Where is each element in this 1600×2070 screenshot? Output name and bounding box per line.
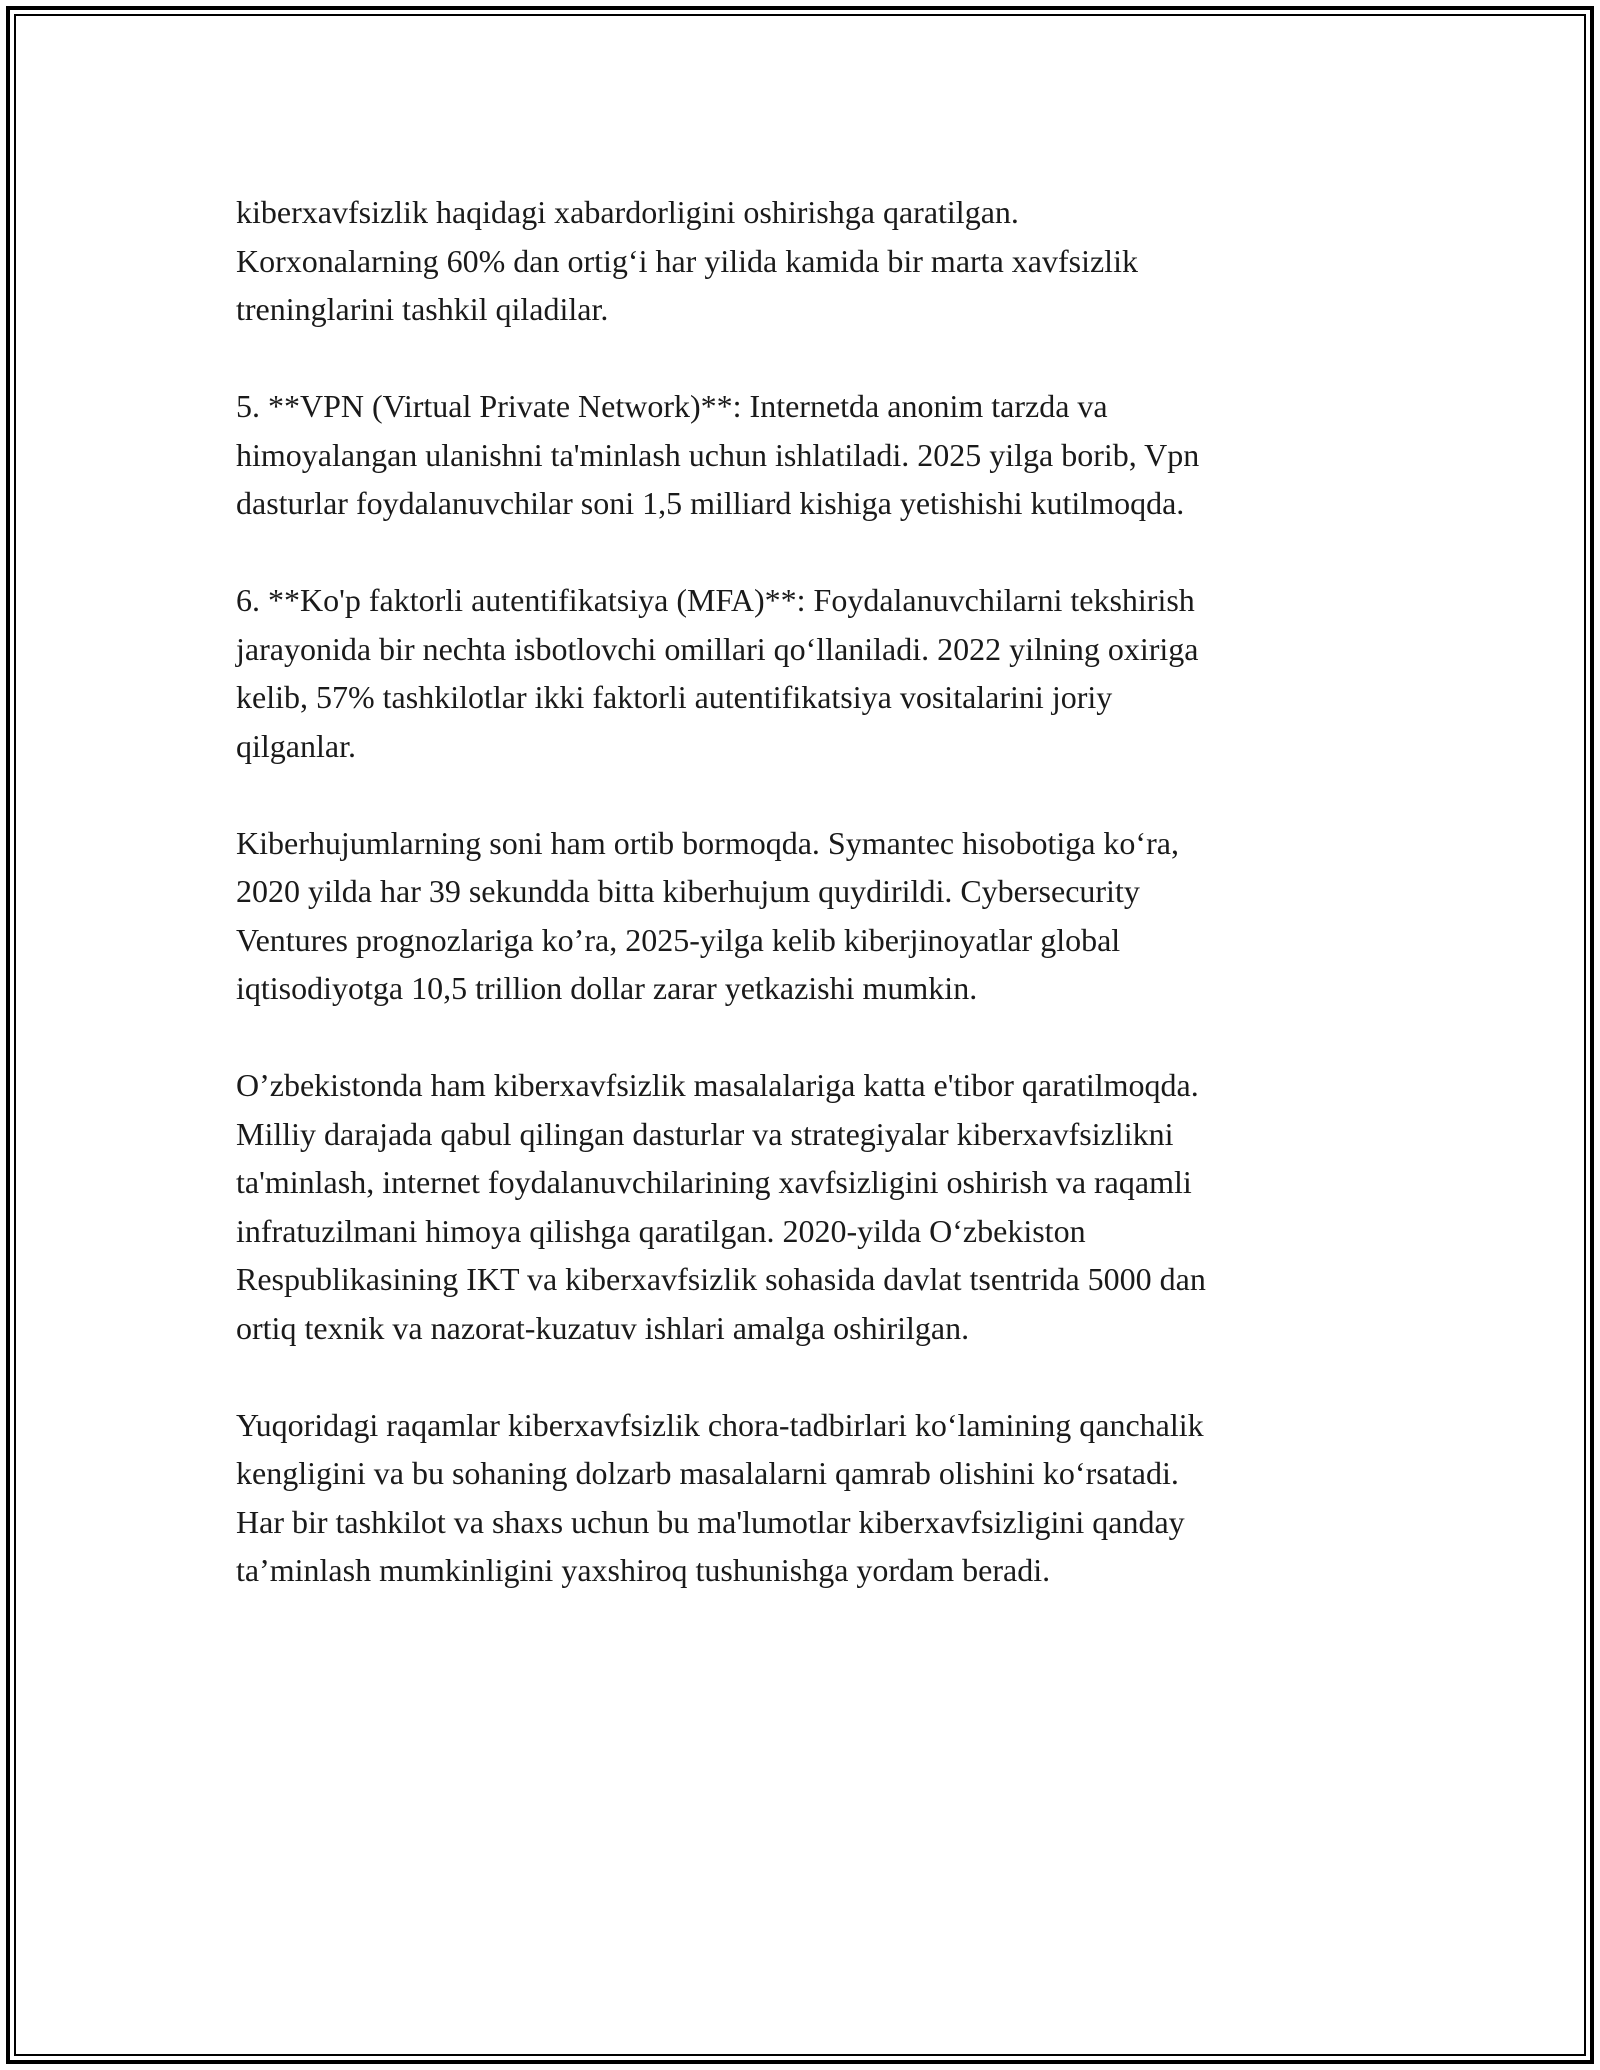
- paragraph-vpn: 5. **VPN (Virtual Private Network)**: Internetda anonim tarzda va himoyalangan ulanishni ta'minlash uchun ishlatiladi. 2025 yilga borib, Vpn dasturlar foydalanuvchilar soni 1,5 milliard kishiga yetishishi kutilmoqda.: [236, 388, 1200, 521]
- paragraph-training-stats: kiberxavfsizlik haqidagi xabardorligini oshirishga qaratilgan. Korxonalarning 60% dan ortig‘i har yilida kamida bir marta xavfsizlik treninglarini tashkil qiladilar.: [236, 194, 1138, 327]
- paragraph-uzbekistan: O’zbekistonda ham kiberxavfsizlik masalalariga katta e'tibor qaratilmoqda. Milliy darajada qabul qilingan dasturlar va strategiyalar kiberxavfsizlikni ta'minlash, internet foydalanuvchilarining xavfsizligini oshirish va raqamli infratuzilmani himoya qilishga qaratilgan. 2020-yilda O‘zbekiston Respublikasining IKT va kiberxavfsizlik sohasida davlat tsentrida 5000 dan ortiq texnik va nazorat-kuzatuv ishlari amalga oshirilgan.: [236, 1067, 1206, 1346]
- paragraph-conclusion: Yuqoridagi raqamlar kiberxavfsizlik chora-tadbirlari ko‘lamining qanchalik kengligini va bu sohaning dolzarb masalalarni qamrab olishini ko‘rsatadi. Har bir tashkilot va shaxs uchun bu ma'lumotlar kiberxavfsizligini qanday ta’minlash mumkinligini yaxshiroq tushunishga yordam beradi.: [236, 1406, 1204, 1588]
- document-body: [236, 188, 1356, 1595]
- paragraph-mfa: 6. **Ko'p faktorli autentifikatsiya (MFA)**: Foydalanuvchilarni tekshirish jarayonida bir nechta isbotlovchi omillari qo‘llaniladi. 2022 yilning oxiriga kelib, 57% tashkilotlar ikki faktorli autentifikatsiya vositalarini joriy qilganlar.: [236, 582, 1199, 764]
- paragraph-cyberattacks: Kiberhujumlarning soni ham ortib bormoqda. Symantec hisobotiga ko‘ra, 2020 yilda har 39 sekundda bitta kiberhujum quydirildi. Cybersecurity Ventures prognozlariga ko’ra, 2025-yilga kelib kiberjinoyatlar global iqtisodiyotga 10,5 trillion dollar zarar yetkazishi mumkin.: [236, 824, 1179, 1006]
